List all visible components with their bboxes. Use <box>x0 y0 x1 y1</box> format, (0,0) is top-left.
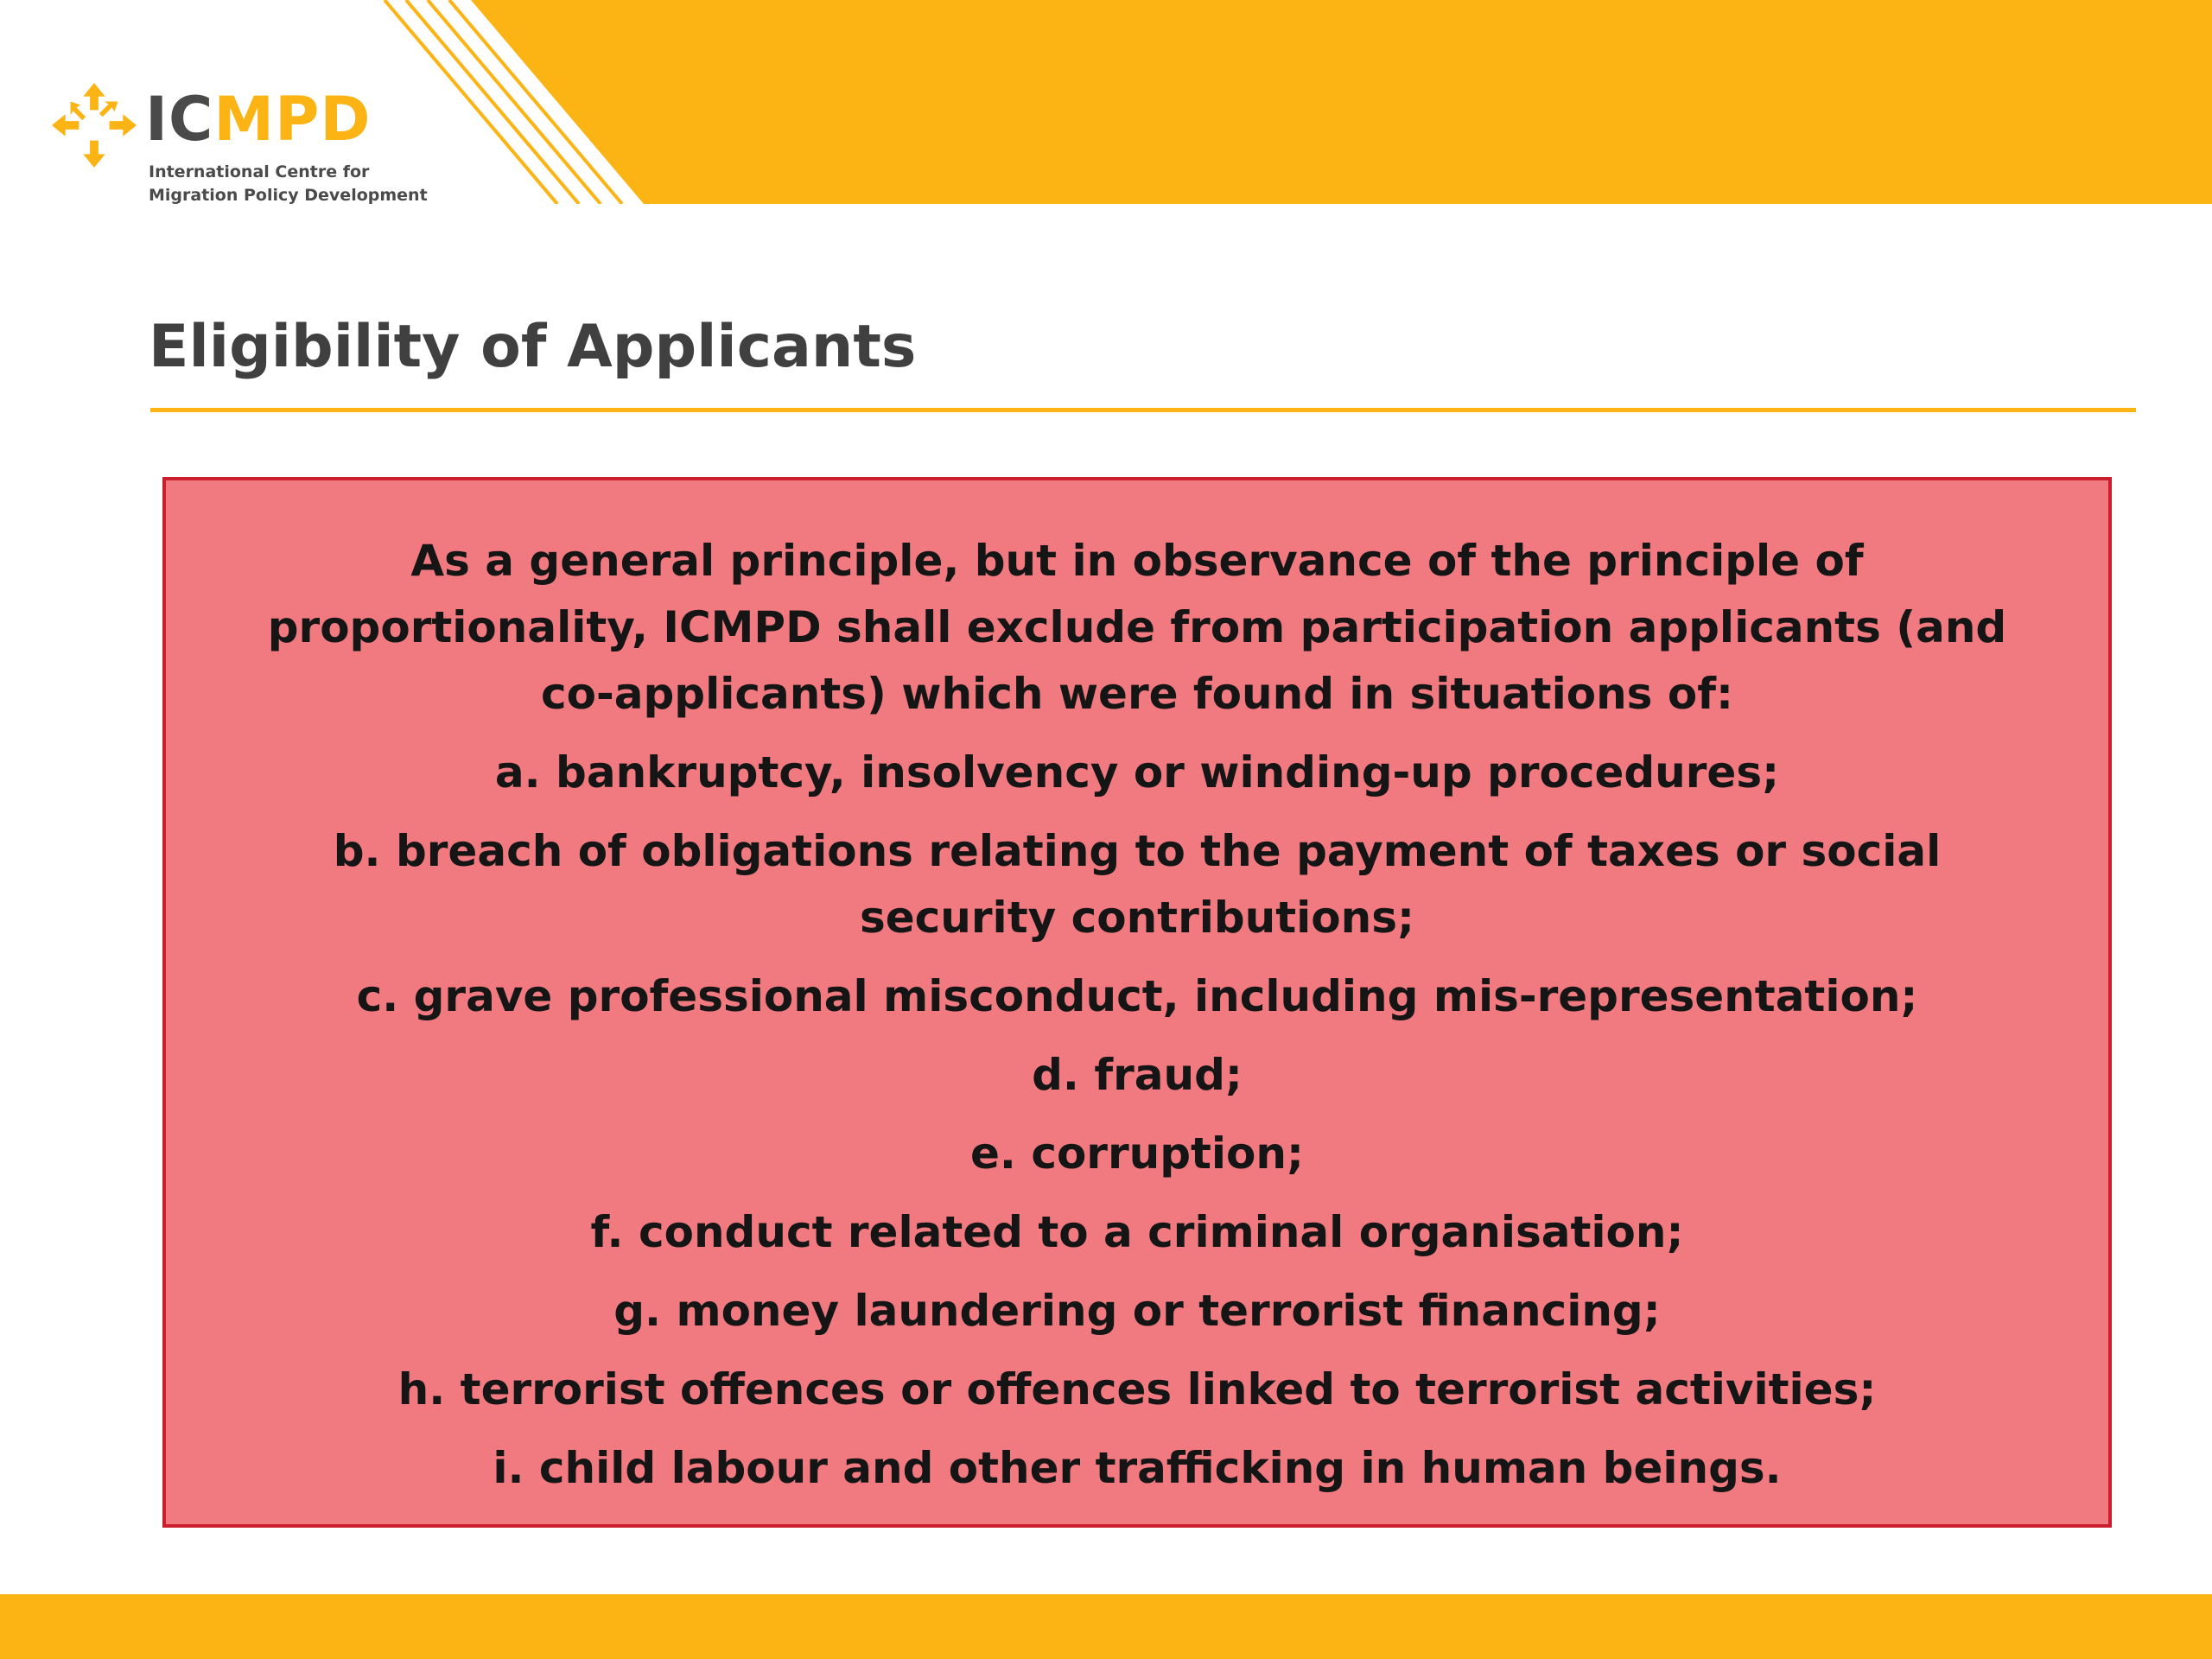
logo-wordmark-ic: IC <box>145 84 214 155</box>
list-item-text: breach of obligations relating to the payment of taxes or social security contributions; <box>395 826 1942 943</box>
list-item-text: terrorist offences or offences linked to terrorist activities; <box>460 1364 1877 1414</box>
intro-paragraph: As a general principle, but in observance of the principle of proportionality, ICMPD shall exclude from participation applicants (and co-applicants) which were found in situations of: <box>267 536 2007 719</box>
list-item-text: corruption; <box>1031 1128 1304 1179</box>
list-item <box>200 963 2074 1030</box>
list-item-marker: f. <box>590 1207 624 1257</box>
exclusion-list <box>200 740 2074 1502</box>
list-item-marker: h. <box>397 1364 446 1414</box>
list-item-content <box>613 1278 1660 1344</box>
list-item <box>200 740 2074 806</box>
logo-wordmark-mpd: MPD <box>213 84 372 155</box>
list-item-content <box>357 963 1918 1030</box>
list-item-content <box>398 1357 1877 1423</box>
exclusion-criteria-box <box>162 477 2112 1528</box>
list-item-marker: i. <box>493 1443 524 1493</box>
icmpd-logo <box>52 83 432 213</box>
header-banner-fill <box>471 0 2212 204</box>
list-item-text: child labour and other trafficking in human beings. <box>538 1443 1782 1493</box>
footer-band <box>0 1594 2212 1659</box>
list-item <box>200 1121 2074 1187</box>
list-item <box>200 1357 2074 1423</box>
slide-title: Eligibility of Applicants <box>149 313 917 381</box>
list-item-marker: d. <box>1032 1050 1079 1100</box>
list-item <box>200 1042 2074 1109</box>
list-item <box>200 1278 2074 1344</box>
list-item-content <box>1032 1042 1243 1109</box>
list-item-text: money laundering or terrorist financing; <box>676 1286 1661 1336</box>
list-item-marker: a. <box>494 747 541 798</box>
arrows-logo-icon <box>52 83 137 168</box>
list-item-content <box>591 1199 1684 1266</box>
list-item-content <box>290 818 1984 951</box>
logo-wordmark <box>145 85 372 154</box>
list-item <box>200 1199 2074 1266</box>
list-item-text: bankruptcy, insolvency or winding-up procedures; <box>556 747 1780 798</box>
logo-subtitle-line1: International Centre for <box>149 162 370 181</box>
list-item-content <box>495 740 1779 806</box>
list-item-marker: c. <box>356 971 399 1021</box>
logo-subtitle-line2: Migration Policy Development <box>149 186 428 205</box>
list-item-marker: e. <box>969 1128 1016 1179</box>
logo-subtitle <box>149 161 428 207</box>
list-item <box>200 1435 2074 1502</box>
list-item-marker: g. <box>613 1286 662 1336</box>
list-item-content <box>493 1435 1781 1502</box>
list-item <box>200 818 2074 951</box>
list-item-text: grave professional misconduct, including mis-representation; <box>413 971 1918 1021</box>
title-underline <box>150 408 2136 412</box>
list-item-content <box>970 1121 1304 1187</box>
list-item-text: fraud; <box>1094 1050 1243 1100</box>
list-item-text: conduct related to a criminal organisation; <box>638 1207 1684 1257</box>
list-item-marker: b. <box>333 826 381 876</box>
